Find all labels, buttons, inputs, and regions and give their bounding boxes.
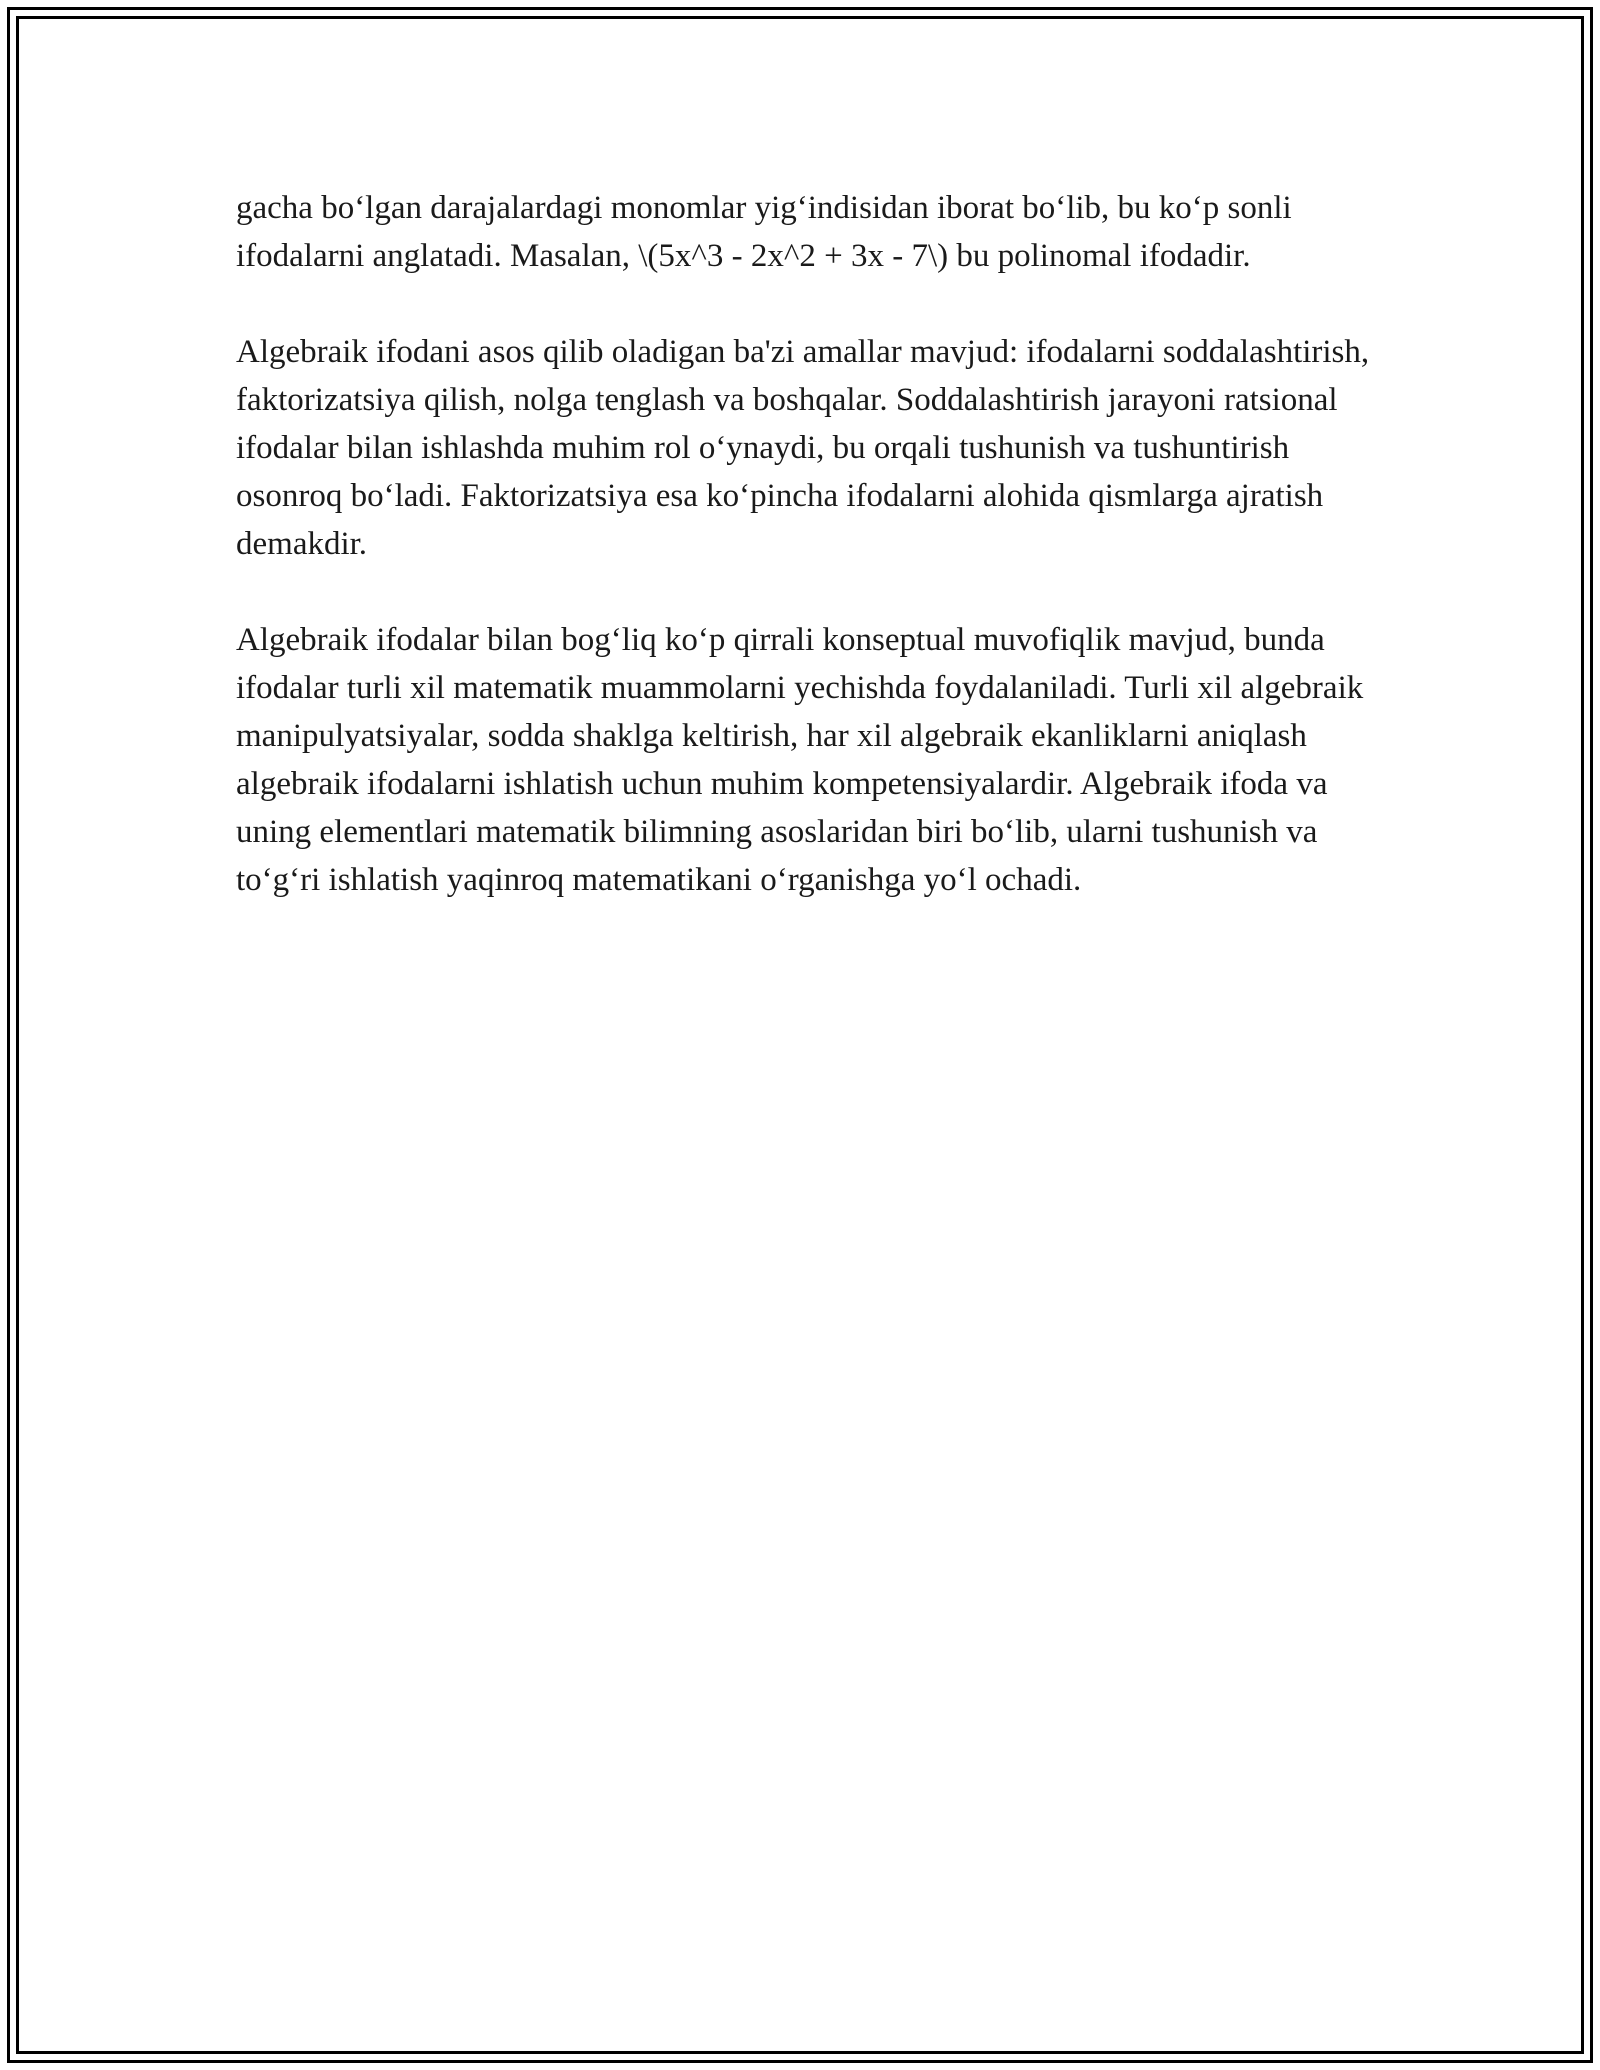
document-body [236, 184, 1371, 952]
paragraph-algebraic-competencies: Algebraik ifodalar bilan bog‘liq ko‘p qirrali konseptual muvofiqlik mavjud, bunda ifodalar turli xil matematik muammolarni yechishda foydalaniladi. Turli xil algebraik manipulyatsiyalar, sodda shaklga keltirish, har xil algebraik ekanliklarni aniqlash algebraik ifodalarni ishlatish uchun muhim kompetensiyalardir. Algebraik ifoda va uning elementlari matematik bilimning asoslaridan biri bo‘lib, ularni tushunish va to‘g‘ri ishlatish yaqinroq matematikani o‘rganishga yo‘l ochadi. [236, 622, 1364, 898]
paragraph-algebraic-operations: Algebraik ifodani asos qilib oladigan ba'zi amallar mavjud: ifodalarni soddalashtirish, faktorizatsiya qilish, nolga tenglash va boshqalar. Soddalashtirish jarayoni ratsional ifodalar bilan ishlashda muhim rol o‘ynaydi, bu orqali tushunish va tushuntirish osonroq bo‘ladi. Faktorizatsiya esa ko‘pincha ifodalarni alohida qismlarga ajratish demakdir. [236, 334, 1370, 562]
paragraph-polynomial-definition: gacha bo‘lgan darajalardagi monomlar yig‘indisidan iborat bo‘lib, bu ko‘p sonli ifodalarni anglatadi. Masalan, \(5x^3 - 2x^2 + 3x - 7\) bu polinomal ifodadir. [236, 190, 1292, 274]
